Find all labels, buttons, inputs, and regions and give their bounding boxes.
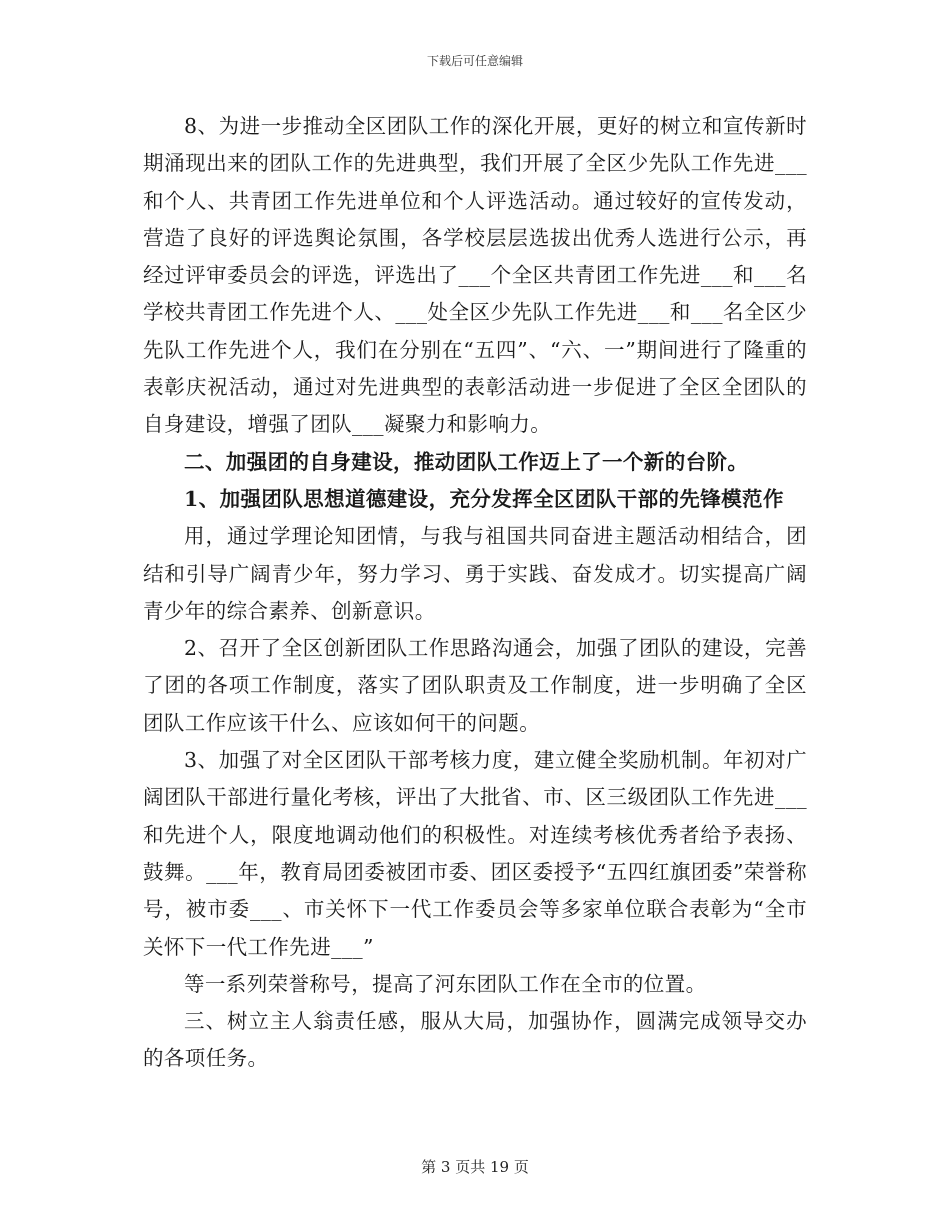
- paragraph-8-selection-activity: 8、为进一步推动全区团队工作的深化开展，更好的树立和宣传新时期涌现出来的团队工作的先进典型，我们开展了全区少先队工作先进___和个人、共青团工作先进单位和个人评选活动。通过较好的宣传发动，营造了良好的评选舆论氛围，各学校层层选拔出优秀人选进行公示，再经过评审委员会的评选，评选出了___个全区共青团工作先进___和___名学校共青团工作先进个人、___处全区少先队工作先进___和___名全区少先队工作先进个人，我们在分别在“五四”、“六、一”期间进行了隆重的表彰庆祝活动，通过对先进典型的表彰活动进一步促进了全区全团队的自身建设，增强了团队___凝聚力和影响力。: [143, 114, 807, 437]
- section-heading-3: 三、树立主人翁责任感，服从大局，加强协作，圆满完成领导交办的各项任务。: [143, 1009, 807, 1071]
- paragraph-1-continued: 用，通过学理论知团情，与我与祖国共同奋进主题活动相结合，团结和引导广阔青少年，努力学习、勇于实践、奋发成才。切实提高广阔青少年的综合素养、创新意识。: [143, 524, 807, 623]
- paragraph-3: 3、加强了对全区团队干部考核力度，建立健全奖励机制。年初对广阔团队干部进行量化考核，评出了大批省、市、区三级团队工作先进___和先进个人，限度地调动他们的积极性。对连续考核优秀者给予表扬、鼓舞。___年，教育局团委被团市委、团区委授予“五四红旗团委”荣誉称号，被市委___、市关怀下一代工作委员会等多家单位联合表彰为“全市关怀下一代工作先进___”: [143, 748, 807, 959]
- document-body: [143, 108, 807, 1078]
- page-footer: 第 3 页共 19 页: [421, 1158, 529, 1176]
- paragraph-honors: 等一系列荣誉称号，提高了河东团队工作在全市的位置。: [184, 971, 707, 996]
- section-heading-2: 二、加强团的自身建设，推动团队工作迈上了一个新的台阶。: [184, 449, 749, 474]
- page-header: 下载后可任意编辑: [426, 54, 523, 68]
- paragraph-2: 2、召开了全区创新团队工作思路沟通会，加强了团队的建设，完善了团的各项工作制度，落实了团队职责及工作制度，进一步明确了全区团队工作应该干什么、应该如何干的问题。: [143, 636, 807, 735]
- subheading-1: 1、加强团队思想道德建设，充分发挥全区团队干部的先锋模范作: [184, 486, 784, 511]
